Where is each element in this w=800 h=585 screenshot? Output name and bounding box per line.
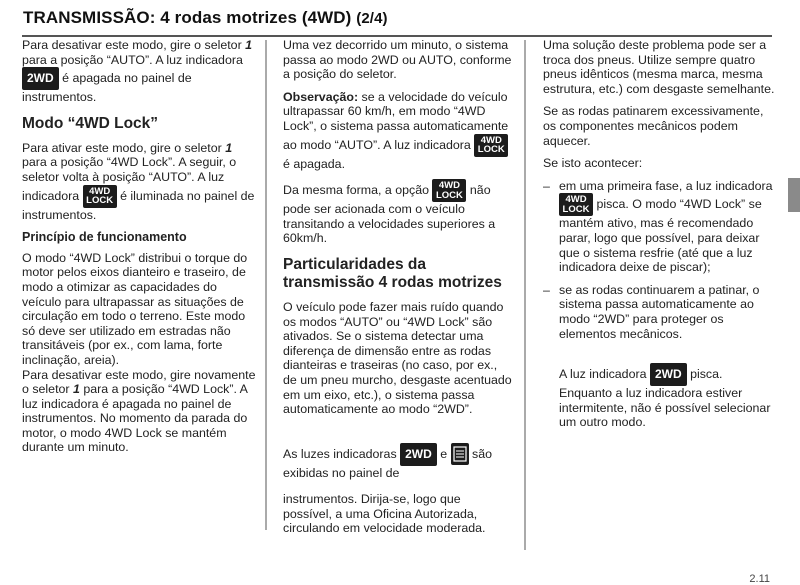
paragraph: As luzes indicadoras 2WD e são exibidas no painel de — [283, 443, 513, 481]
page-number: 2.11 — [749, 573, 770, 585]
paragraph: Da mesma forma, a opção 4WD LOCK não pode ser acionada com o veículo transitando a velocidades superiores a 60km/h. — [283, 180, 496, 246]
4wd-lock-indicator-icon: 4WD LOCK — [559, 193, 593, 216]
paragraph: O veículo pode fazer mais ruído quando os modos “AUTO” ou “4WD Lock” são ativados. Se o sistema detectar uma diferença de dimensão entre as rodas dianteiras e traseiras (no caso, por ex., de um pneu murcho, desgaste acentuado em um eixo, etc.), o sistema passa automaticamente ao modo “2WD”. — [283, 299, 512, 417]
paragraph: Para ativar este modo, gire o seletor 1 para a posição “4WD Lock”. A seguir, o seletor volta à posição “AUTO”. A luz indicadora 4WD LOCK é iluminada no painel de instrumentos. — [22, 140, 255, 222]
paragraph: A luz indicadora 2WD pisca. Enquanto a luz indicadora estiver intermitente, não é possível selecionar um outro modo. — [543, 363, 775, 430]
paragraph: Para desativar este modo, gire o seletor 1 para a posição “AUTO”. A luz indicadora 2WD é apagada no painel de instrumentos. — [22, 38, 253, 105]
paragraph: Se isto acontecer: — [543, 156, 643, 171]
paragraph: instrumentos. Dirija-se, logo que possível, a uma Oficina Autorizada, circulando em velocidade moderada. — [283, 492, 486, 536]
page-title: TRANSMISSÃO: 4 rodas motrizes (4WD) (2/4) — [23, 8, 388, 27]
column-divider — [524, 40, 526, 550]
4wd-lock-indicator-icon: 4WD LOCK — [83, 185, 117, 208]
paragraph: Uma vez decorrido um minuto, o sistema passa ao modo 2WD ou AUTO, conforme a posição do seletor. — [283, 38, 512, 82]
2wd-indicator-icon: 2WD — [650, 363, 687, 386]
list-item: – se as rodas continuarem a patinar, o sistema passa automaticamente ao modo “2WD” para proteger os elementos mecânicos. — [543, 282, 760, 341]
page-part: (2/4) — [356, 10, 388, 27]
title-rule — [22, 35, 772, 37]
column-1 — [22, 38, 257, 463]
transmission-temperature-icon — [451, 443, 469, 465]
heading-4wd-lock: Modo “4WD Lock” — [22, 114, 159, 132]
paragraph: Uma solução deste problema pode ser a troca dos pneus. Utilize sempre quatro pneus idênticos (mesma marca, mesma estrutura, etc.) com desgaste semelhante. — [543, 38, 775, 96]
section-tab — [788, 178, 800, 212]
list-item: – em uma primeira fase, a luz indicadora 4WD LOCK pisca. O modo “4WD Lock” se mantém ativo, mas é recomendado parar, logo que possível, para deixar que o sistema resfrie (até que a luz indicadora deixe de piscar); — [543, 178, 773, 275]
2wd-indicator-icon: 2WD — [22, 67, 59, 90]
2wd-indicator-icon: 2WD — [400, 443, 437, 466]
paragraph: Para desativar este modo, gire novamente o seletor 1 para a posição “4WD Lock”. A luz indicadora é apagada no painel de instrumentos. No momento da parada do motor, o modo 4WD Lock se mantém durante um minuto. — [22, 367, 256, 455]
paragraph: Observação: se a velocidade do veículo ultrapassar 60 km/h, em modo “4WD Lock”, o sistema passa automaticamente ao modo “AUTO”. A luz indicadora 4WD LOCK é apagada. — [283, 89, 509, 171]
4wd-lock-indicator-icon: 4WD LOCK — [474, 134, 508, 157]
paragraph: Se as rodas patinarem excessivamente, os componentes mecânicos podem aquecer. — [543, 104, 764, 148]
4wd-lock-indicator-icon: 4WD LOCK — [432, 179, 466, 202]
heading-principle: Princípio de funcionamento — [22, 230, 187, 245]
column-2 — [283, 38, 513, 544]
paragraph: O modo “4WD Lock” distribui o torque do motor pelos eixos dianteiro e traseiro, de modo a otimizar as capacidades do veículo para ultrapassar as situações de circulação em todo o terreno. Este modo só deve ser utilizado em estradas não transitáveis (por ex., com lama, forte inclinação, areia). — [22, 250, 248, 367]
column-divider — [265, 40, 267, 530]
column-3 — [543, 38, 775, 438]
heading-particularities: Particularidades da transmissão 4 rodas motrizes — [283, 255, 502, 291]
